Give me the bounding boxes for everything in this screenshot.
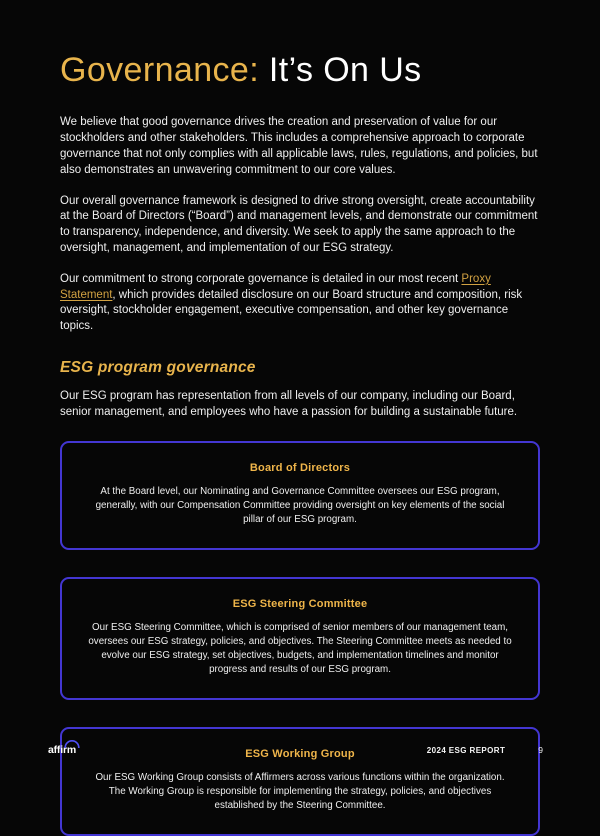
affirm-logo-text: affirm — [48, 744, 76, 756]
page-footer — [48, 744, 543, 756]
intro-paragraph-3 — [60, 272, 540, 335]
link-paragraph-prefix: Our commitment to strong corporate governance is detailed in our most recent — [60, 272, 462, 285]
card-body: At the Board level, our Nominating and Governance Committee oversees our ESG program, generally, with our Compensation Committee providing oversight on key elements of the social pillar of our ESG program. — [95, 485, 505, 525]
governance-cards — [60, 441, 540, 836]
card-esg-steering-committee — [60, 577, 540, 700]
section-intro: Our ESG program has representation from all levels of our company, including our Board, senior management, and employees who have a passion for building a sustainable future. — [60, 389, 518, 418]
link-paragraph-suffix: , which provides detailed disclosure on our Board structure and composition, risk oversight, stockholder engagement, executive compensation, and other key governance topics. — [60, 288, 523, 333]
section-heading: ESG program governance — [60, 358, 256, 376]
card-title: ESG Working Group — [245, 747, 355, 760]
affirm-logo-arc-icon — [64, 739, 80, 748]
report-label: 2024 ESG REPORT — [426, 745, 506, 755]
footer-right — [427, 745, 543, 755]
card-title: Board of Directors — [249, 461, 351, 474]
card-board-of-directors — [60, 441, 540, 550]
card-body: Our ESG Working Group consists of Affirmers across various functions within the organization. The Working Group is responsible for implementing the strategy, policies, and objectives established by the Steering Committee. — [95, 771, 505, 811]
card-body: Our ESG Steering Committee, which is comprised of senior members of our management team, oversees our ESG strategy, policies, and objectives. The Steering Committee meets as needed to evolve our ESG strategy, set objectives, budgets, and implementation timelines and monitor progress and results of our ESG program. — [88, 621, 512, 675]
card-title: ESG Steering Committee — [232, 597, 368, 610]
page-title-rest: It’s On Us — [268, 51, 422, 89]
page-number: 9 — [538, 745, 543, 755]
proxy-statement-link[interactable]: Proxy Statement — [60, 272, 491, 301]
card-esg-working-group — [60, 727, 540, 836]
intro-paragraph-1: We believe that good governance drives the creation and preservation of value for our stockholders and other stakeholders. This includes a comprehensive approach to corporate governance that not only complies with all applicable laws, rules, regulations, and policies, but also demonstrates an unwavering commitment to our core values. — [60, 116, 538, 176]
affirm-logo — [48, 744, 76, 756]
intro-paragraph-2: Our overall governance framework is designed to drive strong oversight, create accountability at the Board of Directors (“Board”) and management levels, and demonstrate our commitment to transparency, independence, and diversity. We seek to apply the same approach to the oversight, management, and implementation of our ESG strategy. — [60, 194, 538, 254]
page-title — [60, 52, 540, 89]
page-title-highlight: Governance: — [60, 51, 269, 89]
